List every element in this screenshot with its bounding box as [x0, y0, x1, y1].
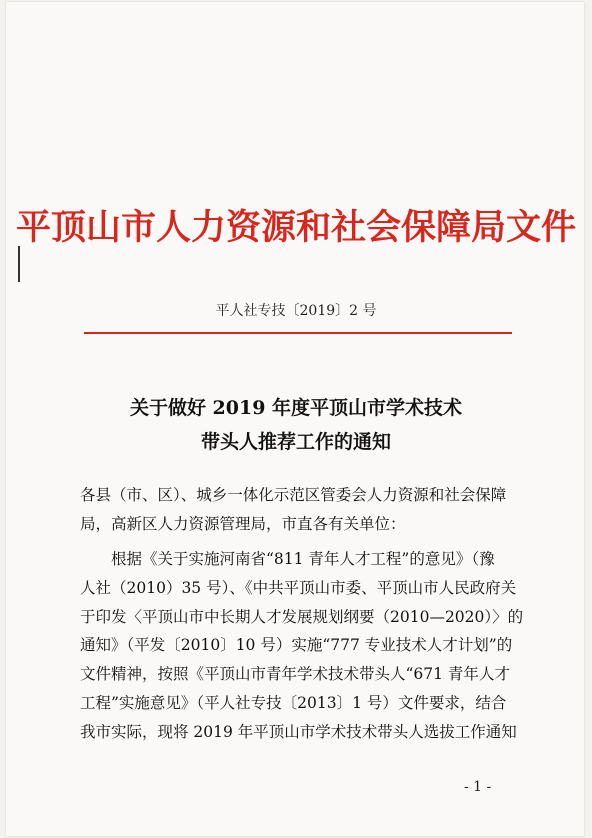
- body-line: 局，高新区人力资源管理局，市直各有关单位：: [80, 515, 406, 533]
- body-line: 通知》（平发〔2010〕10 号）实施“777 专业技术人才计划”的: [80, 636, 513, 654]
- body-line: 根据《关于实施河南省“811 青年人才工程”的意见》（豫: [80, 550, 495, 568]
- subject-line-2: 带头人推荐工作的通知: [200, 431, 391, 453]
- body-line: 我市实际，现将 2019 年平顶山市学术技术带头人选拔工作通知: [80, 723, 517, 741]
- body-line: 于印发〈平顶山市中长期人才发展规划纲要（2010—2020）〉的: [80, 608, 524, 626]
- red-divider-line: [84, 332, 512, 334]
- document-header-title: 平顶山市人力资源和社会保障局文件: [15, 207, 576, 248]
- subject-line-1: 关于做好 2019 年度平顶山市学术技术: [129, 397, 463, 419]
- body-line: 工程”实施意见》（平人社专技〔2013〕1 号）文件要求，结合: [80, 694, 507, 712]
- body-line: 文件精神，按照《平顶山市青年学术技术带头人“671 青年人才: [80, 665, 510, 683]
- margin-mark: [18, 246, 20, 282]
- page-number: - 1 -: [464, 779, 492, 795]
- body-line: 人社（2010）35 号）、《中共平顶山市委、平顶山市人民政府关: [80, 579, 517, 597]
- body-line: 各县（市、区）、城乡一体化示范区管委会人力资源和社会保障: [80, 486, 507, 504]
- document-number: 平人社专技〔2019〕2 号: [215, 303, 377, 319]
